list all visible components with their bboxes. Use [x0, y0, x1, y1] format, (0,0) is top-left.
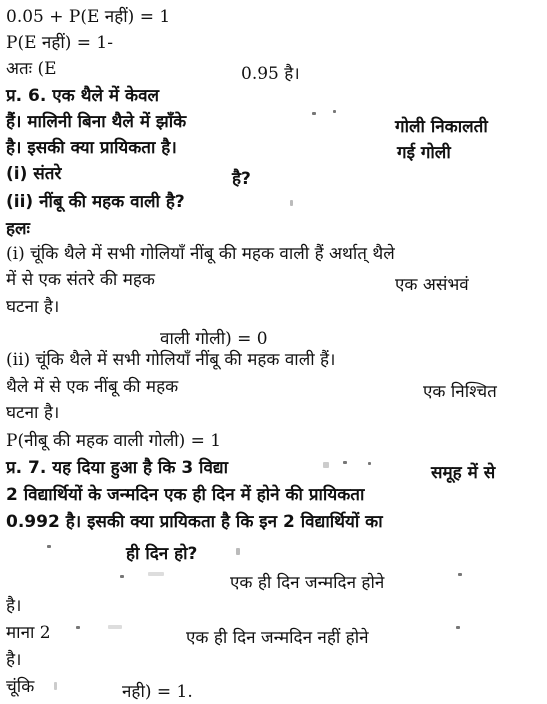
- question-6-part-i-end: है?: [232, 169, 251, 189]
- answer-line-3-start: माना 2: [6, 623, 51, 643]
- equation-line-2: P(E नहीं) = 1-: [6, 33, 113, 53]
- question-7-line-3: 0.992 है। इसकी क्या प्रायिकता है कि इन 2 विद्यार्थियों का: [6, 512, 383, 532]
- solution-heading: हलः: [6, 219, 30, 239]
- answer-line-5-start: चूंकि: [6, 677, 35, 697]
- scan-speck: [368, 462, 371, 465]
- question-6-line-2-start: हैं। मालिनी बिना थैले में झाँके: [6, 112, 187, 132]
- question-6-part-ii: (ii) नींबू की महक वाली है?: [6, 192, 185, 212]
- scan-speck: [333, 110, 336, 113]
- solution-line-6-start: थैले में से एक नींबू की महक: [6, 377, 179, 397]
- solution-line-8: P(नीबू की महक वाली गोली) = 1: [6, 431, 222, 451]
- equation-line-3: [6, 61, 57, 78]
- scan-speck: [290, 200, 293, 206]
- scan-speck: [312, 112, 316, 115]
- solution-line-7: घटना है।: [6, 403, 60, 423]
- scan-speck: [323, 462, 329, 468]
- scan-speck: [236, 548, 240, 555]
- answer-line-2: है।: [6, 596, 22, 616]
- scan-speck: [108, 625, 122, 629]
- scan-speck: [54, 682, 57, 690]
- question-6-part-i-start: (i) संतरे: [6, 164, 62, 184]
- question-6-line-3-end: गई गोली: [397, 143, 451, 163]
- solution-line-3: घटना है।: [6, 297, 60, 317]
- solution-line-2-end: एक असंभवं: [395, 275, 469, 295]
- answer-line-4: है।: [6, 650, 22, 670]
- solution-line-4: वाली गोली) = 0: [160, 329, 268, 349]
- question-6-line-1: प्र. 6. एक थैले में केवल: [6, 86, 160, 106]
- solution-line-2-start: में से एक संतरे की महक: [6, 270, 155, 290]
- question-7-line-1-start: प्र. 7. यह दिया हुआ है कि 3 विद्या: [6, 458, 229, 478]
- scan-speck: [458, 573, 462, 576]
- scan-speck: [120, 575, 124, 578]
- line-3-start: अतः (E: [6, 59, 57, 79]
- solution-line-1: (i) चूंकि थैले में सभी गोलियाँ नींबू की महक वाली हैं अर्थात् थैले: [6, 244, 395, 264]
- equation-line-1: 0.05 + P(E नहीं) = 1: [6, 7, 171, 27]
- scan-speck: [76, 626, 80, 629]
- answer-line-3-end: एक ही दिन जन्मदिन नहीं होने: [186, 628, 369, 648]
- scan-speck: [456, 626, 460, 629]
- solution-line-5: (ii) चूंकि थैले में सभी गोलियाँ नींबू की महक वाली हैं।: [6, 350, 336, 370]
- scan-speck: [148, 572, 164, 576]
- scan-speck: [47, 545, 51, 548]
- question-7-line-2: 2 विद्यार्थियों के जन्मदिन एक ही दिन में होने की प्रायिकता: [6, 485, 365, 505]
- solution-line-6-end: एक निश्चित: [423, 382, 497, 402]
- question-7-line-1-end: समूह में से: [431, 463, 496, 483]
- answer-line-1-end: एक ही दिन जन्मदिन होने: [230, 573, 385, 593]
- scan-speck: [343, 461, 347, 464]
- question-6-line-2-end: गोली निकालती: [395, 117, 488, 137]
- question-6-line-3-start: है। इसकी क्या प्रायिकता है।: [6, 138, 177, 158]
- answer-line-5-end: नही) = 1.: [122, 682, 193, 702]
- line-3-end: 0.95 है।: [241, 64, 300, 84]
- question-7-line-4: ही दिन हो?: [126, 544, 198, 564]
